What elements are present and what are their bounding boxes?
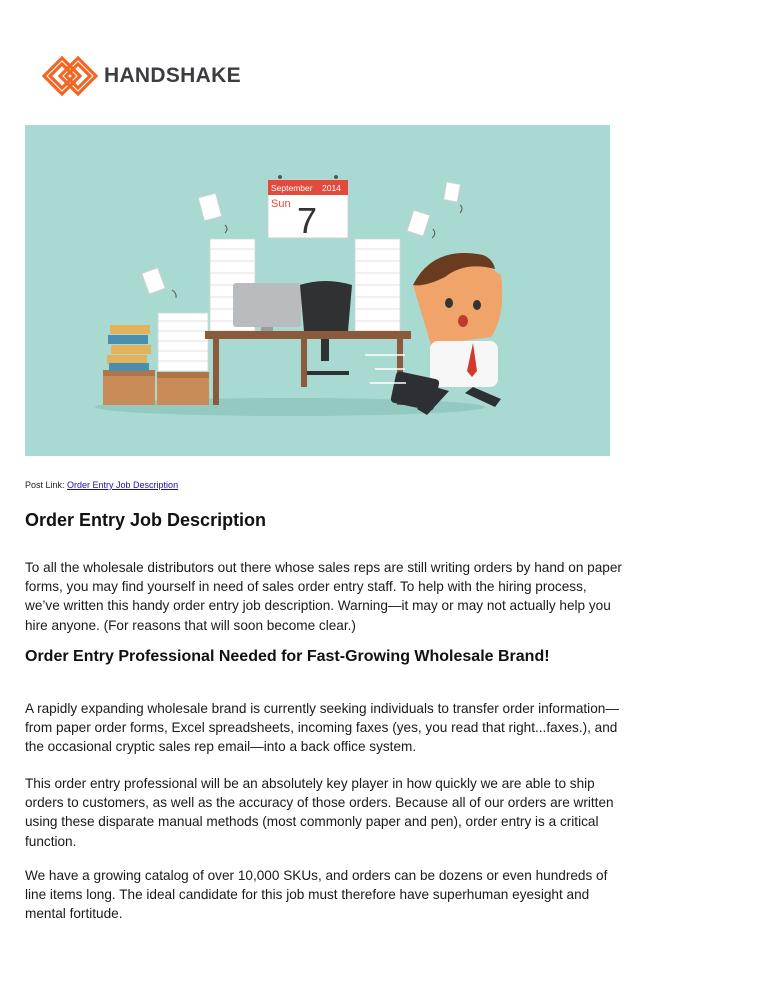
handshake-logo-mark-icon [40, 52, 100, 100]
post-link-label: Post Link: [25, 480, 68, 490]
calendar-year: 2014 [322, 183, 341, 193]
article-paragraph: A rapidly expanding wholesale brand is currently seeking individuals to transfer order information—from paper order forms, Excel spreadsheets, incoming faxes (yes, you read that right...faxes.), and the occasional cryptic sales rep email—into a back office system. [25, 701, 619, 755]
calendar-weekday: Sun [271, 198, 291, 210]
post-link-anchor[interactable]: Order Entry Job Description [67, 480, 179, 490]
article-paragraph: We have a growing catalog of over 10,000 SKUs, and orders can be dozens or even hundreds of line items long. The ideal candidate for this job must therefore have superhuman eyesight and mental fortitude. [25, 868, 608, 922]
calendar-month: September [271, 183, 313, 193]
handshake-logo[interactable] [40, 52, 241, 100]
article-title: Order Entry Job Description [25, 510, 267, 530]
office-overload-illustration [25, 125, 610, 456]
calendar-day: 7 [297, 200, 318, 241]
calendar-icon [268, 175, 348, 241]
brand-name: HANDSHAKE [104, 64, 241, 87]
article-intro: To all the wholesale distributors out there whose sales reps are still writing orders by hand on paper forms, you may find yourself in need of sales order entry staff. To help with the hiring process, we’ve written this handy order entry job description. Warning—it may or may not actually help you hire anyone. (For reasons that will soon become clear.) [25, 560, 622, 633]
article-subtitle: Order Entry Professional Needed for Fast-Growing Wholesale Brand! [25, 648, 550, 665]
post-link [25, 480, 178, 490]
hero-illustration [25, 125, 610, 456]
article-paragraph: This order entry professional will be an absolutely key player in how quickly we are able to ship orders to customers, as well as the accuracy of those orders. Because all of our orders are written using these disparate manual methods (most commonly paper and pen), order entry is a critical function. [25, 776, 614, 849]
